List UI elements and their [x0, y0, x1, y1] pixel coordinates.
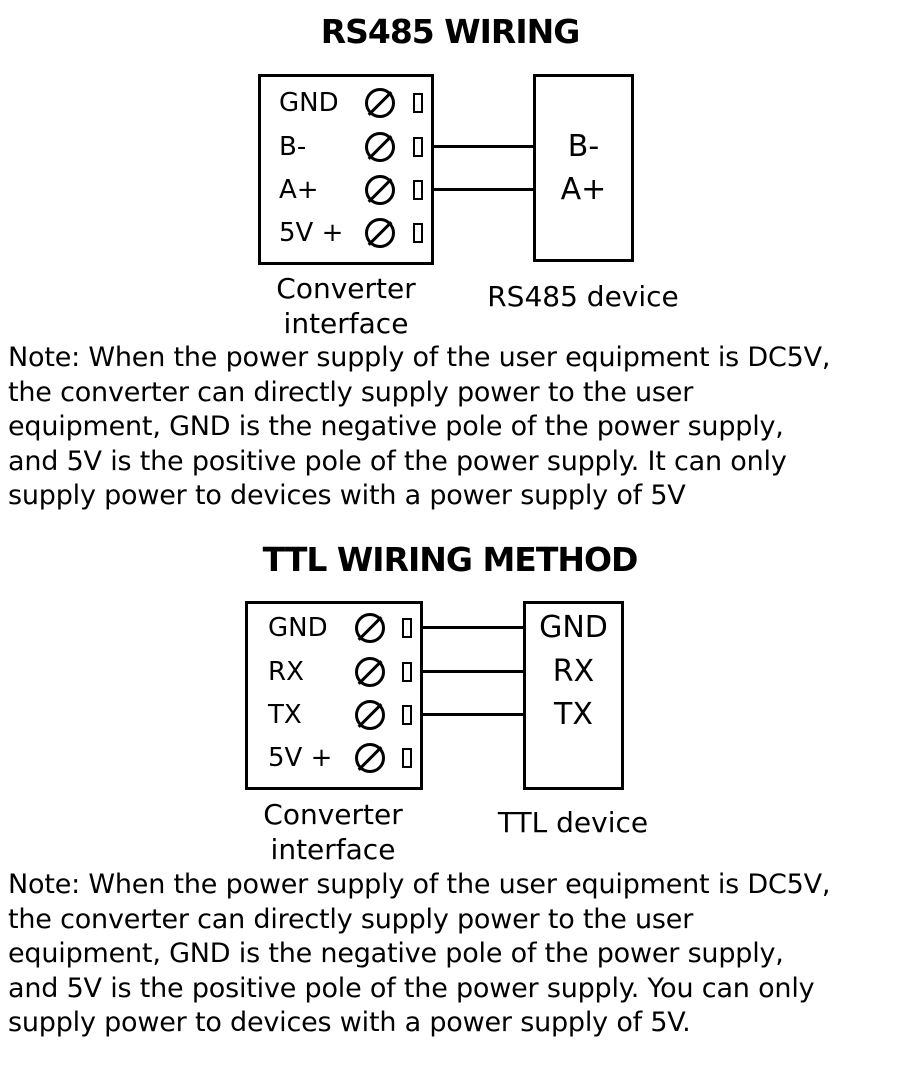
- screw-terminal-icon: [365, 218, 395, 248]
- caption-line: interface: [270, 833, 396, 866]
- ttl-section-title: TTL WIRING METHOD: [262, 540, 638, 579]
- note-line: equipment, GND is the negative pole of the power supply,: [8, 938, 784, 969]
- note-line: the converter can directly supply power to the user: [8, 903, 694, 935]
- screw-terminal-icon: [355, 700, 385, 730]
- device-pin-tx: TX: [554, 697, 593, 732]
- wire-slot-icon: [402, 748, 412, 768]
- wire-slot-icon: [413, 93, 423, 113]
- device-pin-b-minus: B-: [567, 129, 600, 164]
- terminal-row-gnd: [261, 81, 431, 125]
- rs485-device-caption: RS485 device: [487, 280, 679, 313]
- terminal-label-a-plus: A+: [279, 175, 319, 205]
- terminal-row-5v: [261, 211, 431, 255]
- wire-slot-icon: [413, 180, 423, 200]
- device-pin-gnd: GND: [539, 610, 608, 645]
- rs485-section-title: RS485 WIRING: [320, 12, 580, 51]
- ttl-converter-caption: [233, 797, 433, 867]
- terminal-label-5v: 5V +: [268, 743, 333, 773]
- device-pin-a-plus: A+: [560, 172, 607, 207]
- screw-terminal-icon: [365, 175, 395, 205]
- wire-slot-icon: [402, 662, 412, 682]
- wire-b-minus: [431, 145, 535, 148]
- ttl-converter-box: [245, 601, 423, 790]
- terminal-row-gnd: [248, 606, 420, 650]
- note-line: Note: When the power supply of the user equipment is DC5V,: [8, 869, 831, 900]
- terminal-label-5v: 5V +: [279, 218, 344, 248]
- terminal-row-rx: [248, 650, 420, 694]
- terminal-row-b-minus: [261, 125, 431, 169]
- caption-line: interface: [283, 307, 409, 340]
- terminal-label-tx: TX: [268, 700, 302, 730]
- screw-terminal-icon: [355, 657, 385, 687]
- screw-terminal-icon: [365, 132, 395, 162]
- terminal-label-b-minus: B-: [279, 132, 307, 162]
- terminal-row-tx: [248, 693, 420, 737]
- screw-terminal-icon: [365, 88, 395, 118]
- caption-line: Converter: [263, 798, 403, 831]
- screw-terminal-icon: [355, 743, 385, 773]
- note-line: and 5V is the positive pole of the power supply. It can only: [8, 445, 787, 477]
- device-pin-rx: RX: [552, 654, 595, 689]
- terminal-label-gnd: GND: [279, 88, 339, 118]
- wire-gnd: [421, 626, 525, 629]
- note-line: supply power to devices with a power supply of 5V.: [8, 1007, 691, 1038]
- ttl-note: [8, 868, 896, 1041]
- wire-slot-icon: [402, 705, 412, 725]
- note-line: supply power to devices with a power supply of 5V: [8, 480, 686, 511]
- terminal-label-rx: RX: [268, 657, 304, 687]
- wire-slot-icon: [402, 618, 412, 638]
- wire-slot-icon: [413, 137, 423, 157]
- terminal-row-a-plus: [261, 168, 431, 212]
- wire-slot-icon: [413, 223, 423, 243]
- note-line: Note: When the power supply of the user equipment is DC5V,: [8, 342, 831, 373]
- rs485-converter-caption: [246, 271, 446, 341]
- note-line: equipment, GND is the negative pole of the power supply,: [8, 411, 784, 442]
- terminal-row-5v: [248, 736, 420, 780]
- caption-line: Converter: [276, 272, 416, 305]
- rs485-note: [8, 341, 896, 514]
- note-line: and 5V is the positive pole of the power supply. You can only: [8, 972, 815, 1004]
- rs485-converter-box: [258, 74, 434, 265]
- terminal-label-gnd: GND: [268, 613, 328, 643]
- wire-a-plus: [431, 188, 535, 191]
- screw-terminal-icon: [355, 613, 385, 643]
- wire-tx: [421, 713, 525, 716]
- wire-rx: [421, 670, 525, 673]
- note-line: the converter can directly supply power to the user: [8, 376, 694, 408]
- ttl-device-box: [523, 601, 624, 790]
- ttl-device-caption: TTL device: [497, 806, 649, 839]
- rs485-device-box: [533, 74, 634, 262]
